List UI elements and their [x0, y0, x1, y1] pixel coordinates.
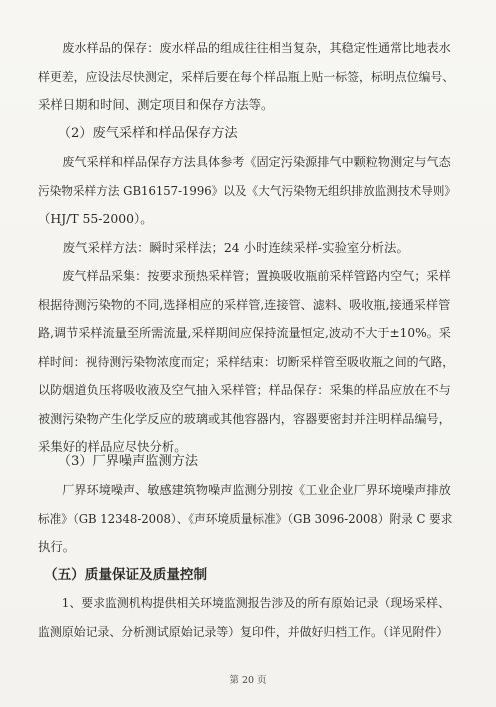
text-line: 废水样品的保存：废水样品的组成往往相当复杂，其稳定性通常比地表水 — [38, 41, 451, 55]
text-line: 标准》（GB 12348-2008）、《声环境质量标准》（GB 3096-2008）附录 C 要求 — [38, 511, 453, 526]
page-number: 第 20 页 — [229, 675, 267, 686]
section-3-heading — [38, 448, 456, 477]
qa-item-1-paragraph — [38, 589, 456, 646]
text-line: 采样日期和时间、测定项目和保存方法等。 — [38, 97, 274, 112]
text-line: 废气采样方法：瞬时采样法；24 小时连续采样-实验室分析法。 — [38, 240, 409, 255]
text-line: 监测原始记录、分析测试原始记录等）复印件，并做好归档工作。（详见附件） — [38, 624, 449, 639]
text-line: 以防烟道负压将吸收液及空气抽入采样管；样品保存：采集的样品应放在不与 — [38, 383, 451, 397]
text-line: 执行。 — [38, 539, 76, 554]
text-line: 污染物采样方法 GB16157-1996》以及《大气污染物无组织排放监测技术导则》 — [38, 183, 457, 198]
text-line: 路,调节采样流量至所需流量,采样期间应保持流量恒定,波动不大于±10%。采 — [38, 326, 451, 340]
section-heading-text: （3）厂界噪声监测方法 — [38, 454, 199, 469]
text-line: 根据待测污染物的不同,选择相应的采样管,连接管、滤料、吸收瓶,接通采样管 — [38, 297, 451, 312]
text-line: 废气采样和样品保存方法具体参考《固定污染源排气中颗粒物测定与气态 — [38, 155, 451, 169]
section-5-heading — [44, 561, 456, 590]
section-heading-text: （五）质量保证及质量控制 — [44, 567, 208, 583]
text-line: 废气样品采集：按要求预热采样管；置换吸收瓶前采样管路内空气；采样 — [38, 269, 451, 283]
gas-sampling-method-paragraph — [38, 234, 456, 263]
waste-gas-reference-paragraph — [38, 148, 456, 234]
text-line: 样更差，应设法尽快测定，采样后要在每个样品瓶上贴一标签，标明点位编号、 — [38, 69, 455, 84]
text-line: 被测污染物产生化学反应的玻璃或其他容器内，容器要密封并注明样品编号， — [38, 411, 451, 426]
section-2-heading — [38, 120, 456, 149]
section-heading-text: （2）废气采样和样品保存方法 — [38, 126, 238, 141]
text-line: 厂界环境噪声、敏感建筑物噪声监测分别按《工业企业厂界环境噪声排放 — [38, 483, 451, 497]
text-line: 1、要求监测机构提供相关环境监测报告涉及的所有原始记录（现场采样、 — [38, 596, 450, 610]
text-line: 样时间：视待测污染物浓度而定；采样结束：切断采样管至吸收瓶之间的气路， — [38, 354, 455, 369]
waste-water-paragraph — [38, 34, 456, 120]
text-line: 采集好的样品应尽快分析。 — [38, 439, 187, 454]
noise-paragraph — [38, 476, 456, 562]
text-line: （HJ/T 55-2000）。 — [38, 211, 153, 226]
gas-sample-collection-paragraph — [38, 262, 456, 462]
